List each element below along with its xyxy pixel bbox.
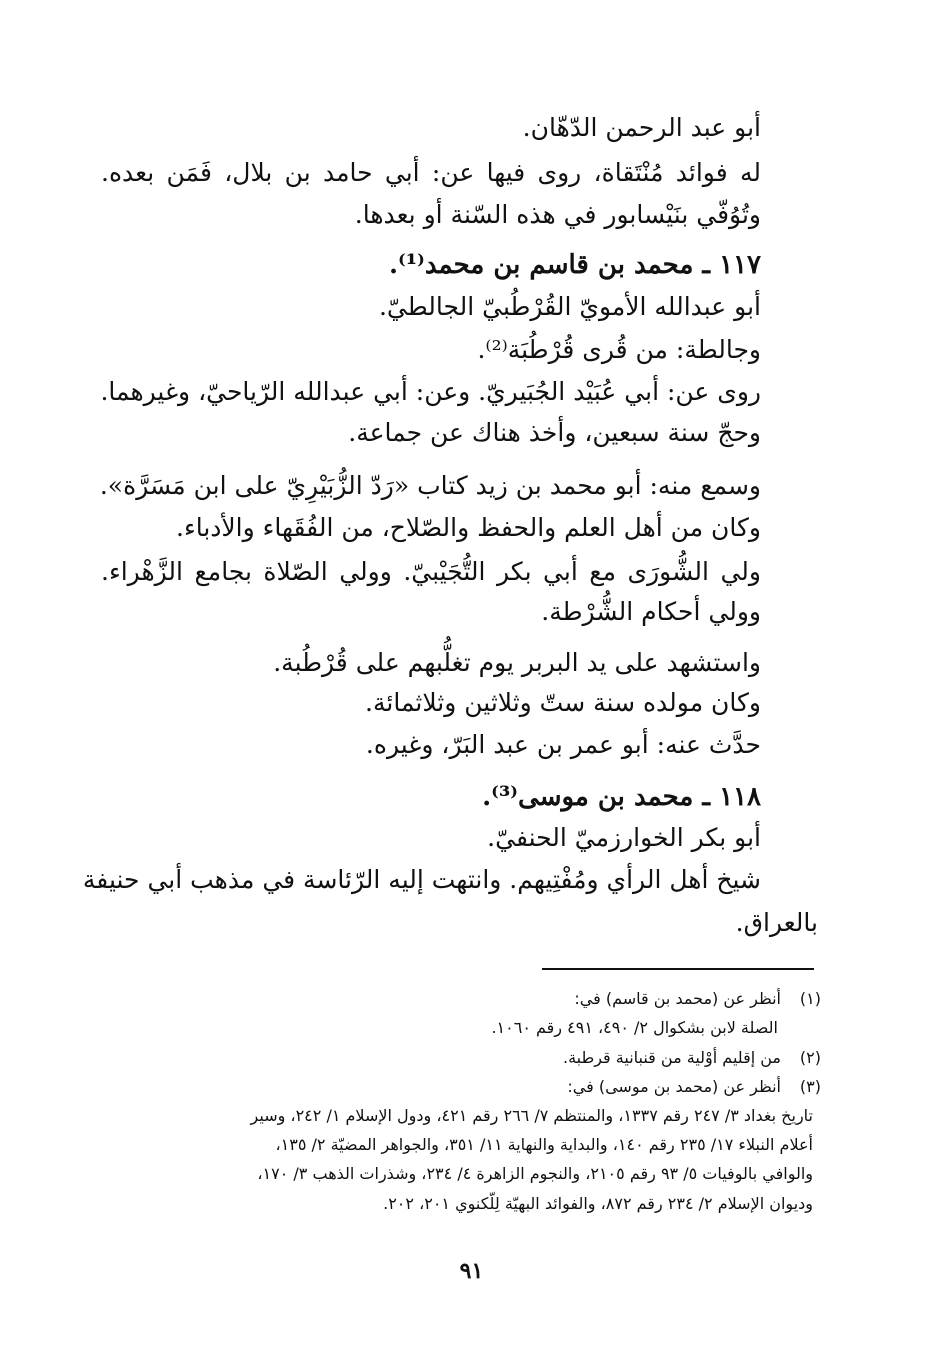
entry-heading-117: ١١٧ ـ محمد بن قاسم بن محمد⁽¹⁾. <box>388 250 761 280</box>
entry-heading-118: ١١٨ ـ محمد بن موسى⁽³⁾. <box>482 782 761 812</box>
text-line: أبو عبد الرحمن الدّهّان. <box>522 113 761 142</box>
footnote-number: (٢) <box>799 1048 821 1067</box>
footnote-number: (١) <box>799 989 821 1008</box>
footnote-line <box>101 1073 821 1100</box>
text-line: وكان من أهل العلم والحفظ والصّلاح، من الفُقَهاء والأدباء. <box>176 513 761 542</box>
text-line: شيخ أهل الرأي ومُفْتِيهم. وانتهت إليه الرّئاسة في مذهب أبي حنيفة <box>82 865 761 894</box>
footnote-text: وديوان الإسلام ٢/ ٢٣٤ رقم ٨٧٢، والفوائد البهيّة لِلّكنوي ٢٠١، ٢٠٢. <box>383 1194 813 1213</box>
footnote-line <box>101 1044 821 1071</box>
footnote-line <box>93 1160 813 1187</box>
text-line: ولي الشُّورَى مع أبي بكر التُّجَيْبيّ. وولي الصّلاة بجامع الزَّهْراء. <box>101 557 761 586</box>
footnote-text: أعلام النبلاء ١٧/ ٢٣٥ رقم ١٤٠، والبداية والنهاية ١١/ ٣٥١، والجواهر المضيّة ٢/ ١٣٥، <box>275 1135 813 1154</box>
footnote-line <box>93 1190 813 1217</box>
text-line: له فوائد مُنْتَقاة، روى فيها عن: أبي حامد بن بلال، فَمَن بعده. <box>101 158 761 187</box>
footnote-line <box>93 1131 813 1158</box>
footnote-text: والوافي بالوفيات ٥/ ٩٣ رقم ٢١٠٥، والنجوم الزاهرة ٤/ ٢٣٤، وشذرات الذهب ٣/ ١٧٠، <box>257 1164 813 1183</box>
footnote-text: الصلة لابن بشكوال ٢/ ٤٩٠، ٤٩١ رقم ١٠٦٠. <box>491 1018 778 1037</box>
text-line: واستشهد على يد البربر يوم تغلُّبهم على قُرْطُبة. <box>273 648 761 677</box>
text-line: حدَّث عنه: أبو عمر بن عبد البَرّ، وغيره. <box>365 730 761 759</box>
footnote-number: (٣) <box>799 1077 821 1096</box>
footnote-text: تاريخ بغداد ٣/ ٢٤٧ رقم ١٣٣٧، والمنتظم ٧/ ٢٦٦ رقم ٤٢١، ودول الإسلام ١/ ٢٤٢، وسير <box>250 1106 813 1125</box>
text-line: أبو عبدالله الأمويّ القُرْطُبيّ الجالطيّ. <box>378 292 761 321</box>
text-line: وتُوُفّي بنَيْسابور في هذه السّنة أو بعدها. <box>354 200 761 229</box>
footnote-line <box>93 1102 813 1129</box>
text-line: وولي أحكام الشُّرْطة. <box>541 597 761 626</box>
page-number: ٩١ <box>459 1258 484 1284</box>
text-line: بالعراق. <box>735 908 818 937</box>
text-line: أبو بكر الخوارزميّ الحنفيّ. <box>487 823 761 852</box>
footnote-line <box>98 1014 778 1041</box>
footnote-text: من إقليم أوْلية من قنبانية قرطبة. <box>563 1048 781 1067</box>
footnote-divider <box>542 968 814 970</box>
footnote-text: أنظر عن (محمد بن قاسم) في: <box>574 989 781 1008</box>
text-line: وجالطة: من قُرى قُرْطُبَة⁽²⁾. <box>477 335 761 364</box>
footnote-text: أنظر عن (محمد بن موسى) في: <box>567 1077 781 1096</box>
text-line: وسمع منه: أبو محمد بن زيد كتاب «رَدّ الزُّبَيْرِيّ على ابن مَسَرَّة». <box>99 471 761 500</box>
text-line: وحجّ سنة سبعين، وأخذ هناك عن جماعة. <box>348 418 761 447</box>
text-line: روى عن: أبي عُبَيْد الجُبَيريّ. وعن: أبي عبدالله الرّياحيّ، وغيرهما. <box>100 377 761 406</box>
text-line: وكان مولده سنة ستّ وثلاثين وثلاثمائة. <box>365 688 761 717</box>
footnote-line <box>101 985 821 1012</box>
